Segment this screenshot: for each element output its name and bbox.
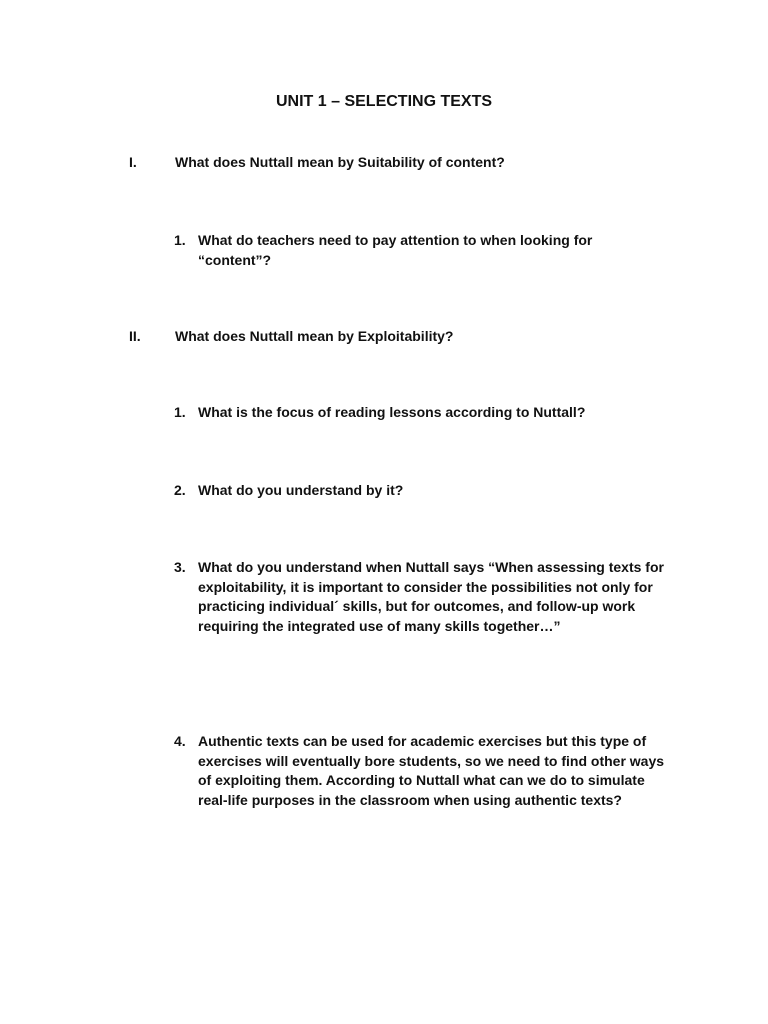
section-numeral: II. (129, 328, 141, 344)
question-text: Authentic texts can be used for academic exercises but this type of exercises will eventually bore students, so we need to find other ways of exploiting them. According to Nuttall what can we do to simulate real-life purposes in the classroom when using authentic texts? (198, 733, 665, 808)
section-heading: What does Nuttall mean by Suitability of content? (175, 154, 505, 170)
question-text: What do you understand by it? (198, 482, 404, 498)
section-heading: What does Nuttall mean by Exploitability? (175, 328, 454, 344)
question-number: 3. (174, 559, 186, 575)
question-text: What do you understand when Nuttall says “When assessing texts for exploitability, it is important to consider the possibilities not only for practicing individual´ skills, but for outcomes, and follow-up work requiring the integrated use of many skills together…” (198, 559, 664, 634)
section-numeral: I. (129, 154, 137, 170)
question-text: What is the focus of reading lessons according to Nuttall? (198, 404, 586, 420)
question-number: 2. (174, 482, 186, 498)
question-number: 1. (174, 404, 186, 420)
page-title: UNIT 1 – SELECTING TEXTS (275, 93, 493, 110)
question-number: 4. (174, 733, 186, 749)
question-text: What do teachers need to pay attention to when looking for “content”? (198, 232, 593, 268)
question-number: 1. (174, 232, 186, 248)
